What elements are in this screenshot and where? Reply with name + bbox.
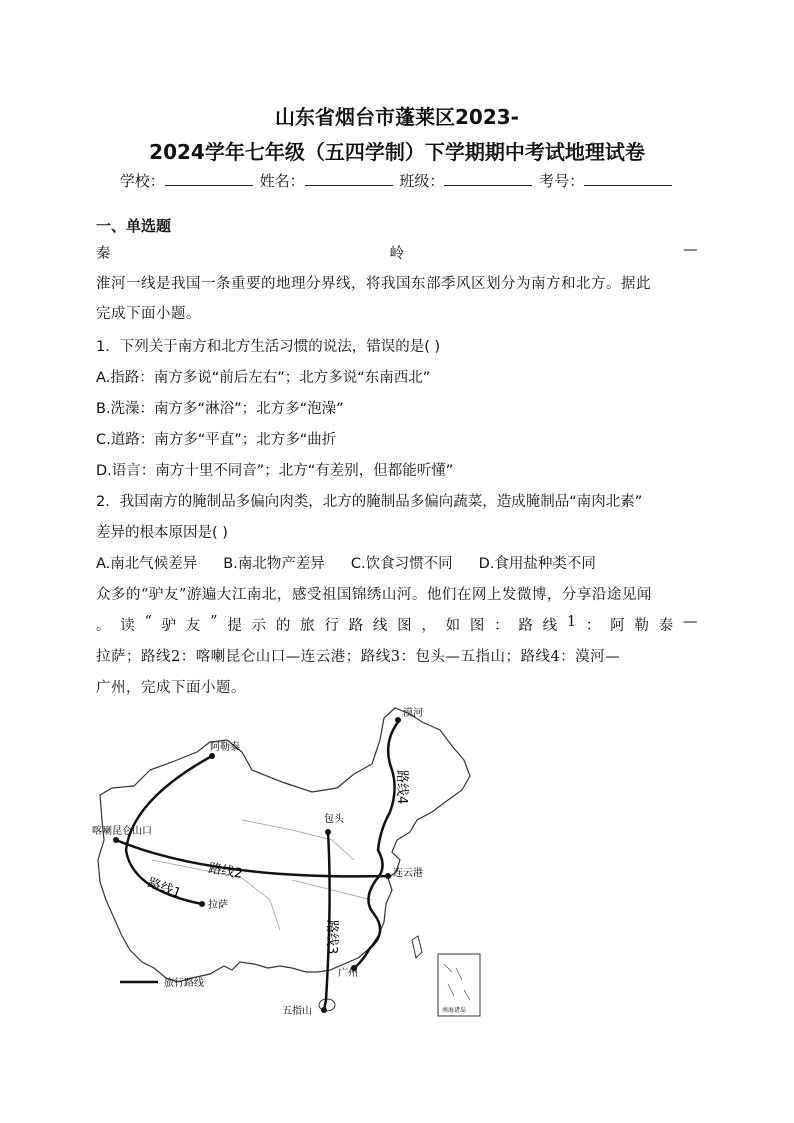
karakoram-dot (113, 837, 119, 843)
china-outline (98, 708, 470, 982)
passage2-line3: 拉萨；路线2：喀喇昆仑山口—连云港；路线3：包头—五指山；路线4：漠河— (96, 649, 621, 665)
passage2-word: 勒 (634, 618, 650, 634)
passage2-word: 友 (185, 618, 201, 634)
inset-label: 南海诸岛 (442, 1007, 467, 1014)
route-4-label: 路线4 (394, 770, 409, 805)
passage2-word: 路 (518, 618, 534, 634)
baotou-label: 包头 (324, 814, 344, 825)
aletai-label: 阿勒泰 (210, 742, 240, 753)
passage2-word: 行 (324, 618, 340, 634)
q1-option-d[interactable]: D.语言：南方十里不同音”；北方“有差别，但都能听懂” (96, 463, 454, 479)
route-2-label: 路线2 (207, 861, 244, 882)
route-4-line (354, 722, 398, 968)
passage2-word: 图 (397, 618, 413, 634)
aletai-dot (209, 753, 215, 759)
passage2-word: 泰 (658, 618, 674, 634)
q1-stem: 1．下列关于南方和北方生活习惯的说法，错误的是( ) (96, 339, 441, 355)
passage2-word: 1 (566, 614, 577, 630)
name-label: 姓名： (259, 172, 305, 190)
passage2-word: 如 (445, 618, 461, 634)
passage2-word: 阿 (610, 618, 626, 634)
class-blank[interactable] (444, 171, 532, 186)
section-title: 一、单选题 (96, 217, 172, 235)
q2-stem-line1: 2．我国南方的腌制品多偏向肉类，北方的腌制品多偏向蔬菜，造成腌制品“南肉北素” (96, 494, 643, 510)
name-blank[interactable] (305, 171, 393, 186)
exam-no-label: 考号： (539, 172, 585, 190)
mohe-dot (395, 717, 401, 723)
passage2-word: 驴 (161, 618, 177, 634)
student-info-row (0, 170, 794, 191)
taiwan-island (412, 936, 422, 958)
passage2-word: 线 (372, 618, 388, 634)
karakoram-label: 喀喇昆仑山口 (92, 826, 152, 837)
school-blank[interactable] (165, 171, 253, 186)
lasa-label: 拉萨 (208, 900, 228, 911)
route-1-label: 路线1 (145, 875, 183, 902)
route-map (92, 700, 492, 1030)
lianyungang-dot (385, 873, 391, 879)
class-label: 班级： (399, 172, 445, 190)
passage1-line3: 完成下面小题。 (96, 306, 201, 322)
q1-option-c[interactable]: C.道路：南方多“平直”；北方多“曲折 (96, 432, 337, 448)
passage2-word: 提 (227, 618, 243, 634)
mohe-label: 漠河 (403, 708, 423, 719)
q2-stem-line2: 差异的根本原因是( ) (96, 525, 228, 541)
passage2-word: “ (144, 614, 153, 630)
passage2-word: 示 (251, 618, 267, 634)
exam-title-line1: 山东省烟台市蓬莱区2023- (275, 105, 519, 129)
passage1-word: — (683, 242, 698, 258)
passage2-word: ” (210, 614, 219, 630)
passage2-word: 读 (120, 618, 136, 634)
lasa-dot (199, 901, 205, 907)
q2-options (96, 552, 698, 573)
lianyungang-label: 连云港 (393, 868, 423, 879)
passage1-word: 秦 (96, 246, 111, 262)
passage2-word: 。 (96, 618, 111, 634)
passage2-line1: 众多的“驴友”游遍大江南北，感受祖国锦绣山河。他们在网上发微博，分享沿途见闻 (96, 587, 652, 603)
q2-option-b[interactable]: B.南北物产差异 (223, 556, 325, 572)
passage2-word: 路 (348, 618, 364, 634)
passage1-line1 (96, 242, 698, 263)
wuzhishan-label: 五指山 (282, 1006, 312, 1017)
guangzhou-label: 广州 (338, 968, 358, 979)
q1-option-a[interactable]: A.指路：南方多说“前后左右”；北方多说“东南西北” (96, 370, 431, 386)
exam-title-line2: 2024学年七年级（五四学制）下学期期中考试地理试卷 (149, 140, 645, 164)
passage2-word: 旅 (300, 618, 316, 634)
wuzhishan-dot (321, 1007, 327, 1013)
baotou-dot (325, 829, 331, 835)
passage2-word: 图 (469, 618, 485, 634)
q1-option-b[interactable]: B.洗澡：南方多“淋浴”；北方多“泡澡” (96, 401, 344, 417)
passage2-word: ， (421, 618, 437, 634)
passage2-word: ： (585, 618, 601, 634)
school-label: 学校： (119, 172, 165, 190)
exam-no-blank[interactable] (584, 171, 672, 186)
passage2-line2 (96, 614, 698, 635)
passage2-word: 的 (275, 618, 291, 634)
route-2-line (116, 840, 388, 876)
q2-option-d[interactable]: D.食用盐种类不同 (478, 556, 596, 572)
passage1-line2: 淮河一线是我国一条重要的地理分界线，将我国东部季风区划分为南方和北方。据此 (96, 276, 651, 292)
passage2-line4: 广州，完成下面小题。 (96, 680, 246, 696)
border-line (242, 820, 354, 860)
legend-label: 旅行路线 (164, 978, 204, 989)
q2-option-c[interactable]: C.饮食习惯不同 (350, 556, 453, 572)
border-line (292, 880, 372, 900)
passage2-word: 线 (542, 618, 558, 634)
q2-option-a[interactable]: A.南北气候差异 (96, 556, 198, 572)
passage1-word: 岭 (389, 246, 405, 262)
passage2-word: ： (494, 618, 510, 634)
route-3-label: 路线3 (324, 920, 339, 955)
passage2-word: — (682, 614, 698, 630)
